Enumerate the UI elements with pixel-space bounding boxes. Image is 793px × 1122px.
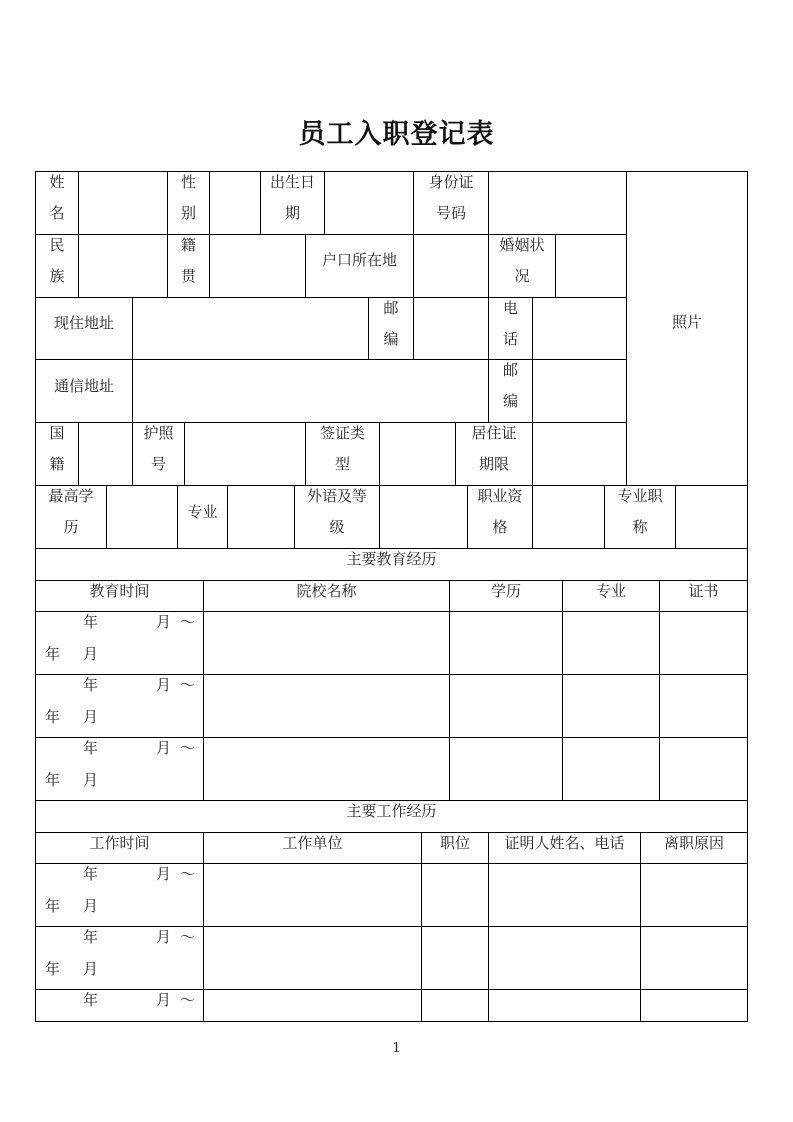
label-ethnicity-2: 族 bbox=[49, 267, 65, 285]
education-col-degree: 学历 bbox=[490, 582, 521, 600]
col-line bbox=[421, 832, 422, 1022]
edu-row-month: 月 bbox=[156, 613, 172, 631]
label-mailing-address: 通信地址 bbox=[53, 377, 114, 395]
work-row-tilde: ～ bbox=[180, 865, 196, 883]
work-col-leave-reason: 离职原因 bbox=[663, 834, 724, 852]
table-border-bottom bbox=[35, 1021, 748, 1022]
education-col-time: 教育时间 bbox=[89, 582, 150, 600]
edu-row-year-end: 年 bbox=[45, 771, 61, 789]
row-line bbox=[35, 926, 748, 927]
work-col-reference: 证明人姓名、电话 bbox=[504, 834, 625, 852]
work-col-employer: 工作单位 bbox=[282, 834, 343, 852]
row-line bbox=[35, 863, 748, 864]
label-id-number-2: 号码 bbox=[435, 204, 466, 222]
row-line bbox=[35, 674, 748, 675]
label-gender-2: 别 bbox=[180, 204, 196, 222]
work-col-position: 职位 bbox=[439, 834, 470, 852]
label-professional-qualification-1: 职业资 bbox=[477, 487, 523, 505]
work-row-month-end: 月 bbox=[83, 960, 99, 978]
label-foreign-language-2: 级 bbox=[329, 518, 345, 536]
label-residence-permit-2: 期限 bbox=[478, 455, 509, 473]
label-postcode-2-2: 编 bbox=[502, 392, 518, 410]
work-row-tilde: ～ bbox=[180, 991, 196, 1009]
label-foreign-language-1: 外语及等 bbox=[306, 487, 367, 505]
label-marital-status-2: 况 bbox=[514, 267, 530, 285]
photo-placeholder: 照片 bbox=[671, 313, 702, 331]
education-heading: 主要教育经历 bbox=[346, 550, 437, 568]
edu-row-month: 月 bbox=[156, 739, 172, 757]
table-border-top bbox=[35, 171, 748, 172]
col-line bbox=[488, 832, 489, 1022]
label-highest-education-1: 最高学 bbox=[48, 487, 94, 505]
edu-row-month-end: 月 bbox=[83, 708, 99, 726]
education-col-school: 院校名称 bbox=[296, 582, 357, 600]
label-birth-date-1: 出生日 bbox=[269, 173, 315, 191]
edu-row-year-end: 年 bbox=[45, 708, 61, 726]
work-row-year-end: 年 bbox=[45, 897, 61, 915]
label-professional-title-1: 专业职 bbox=[617, 487, 663, 505]
label-id-number-1: 身份证 bbox=[428, 173, 474, 191]
label-nationality-1: 国 bbox=[49, 424, 65, 442]
label-passport-number-2: 号 bbox=[150, 455, 166, 473]
label-highest-education-2: 历 bbox=[63, 518, 79, 536]
label-gender-1: 性 bbox=[180, 173, 196, 191]
label-name-1: 姓 bbox=[49, 173, 65, 191]
work-row-tilde: ～ bbox=[180, 928, 196, 946]
row-line bbox=[35, 359, 627, 360]
label-phone-2: 话 bbox=[502, 330, 518, 348]
label-residence-permit-1: 居住证 bbox=[471, 424, 517, 442]
row-line bbox=[35, 737, 748, 738]
work-row-month-end: 月 bbox=[83, 897, 99, 915]
col-line bbox=[640, 832, 641, 1022]
edu-row-year: 年 bbox=[83, 676, 99, 694]
work-row-month: 月 bbox=[156, 928, 172, 946]
edu-row-tilde: ～ bbox=[180, 739, 196, 757]
work-row-year: 年 bbox=[83, 928, 99, 946]
edu-row-year: 年 bbox=[83, 739, 99, 757]
label-professional-qualification-2: 格 bbox=[492, 518, 508, 536]
col-line bbox=[449, 580, 450, 800]
label-passport-number-1: 护照 bbox=[143, 424, 174, 442]
label-visa-type-1: 签证类 bbox=[319, 424, 365, 442]
row-line bbox=[35, 989, 748, 990]
label-current-address: 现住地址 bbox=[53, 314, 114, 332]
label-marital-status-1: 婚姻状 bbox=[499, 236, 545, 254]
work-row-month: 月 bbox=[156, 865, 172, 883]
edu-row-month-end: 月 bbox=[83, 645, 99, 663]
row-line bbox=[35, 297, 627, 298]
label-postcode-2: 编 bbox=[383, 330, 399, 348]
form-title: 员工入职登记表 bbox=[298, 119, 495, 150]
label-native-place-2: 贯 bbox=[180, 267, 196, 285]
label-nationality-2: 籍 bbox=[49, 455, 65, 473]
col-line bbox=[203, 832, 204, 1022]
col-line bbox=[659, 580, 660, 800]
label-native-place-1: 籍 bbox=[180, 236, 196, 254]
label-phone-1: 电 bbox=[502, 299, 518, 317]
edu-row-year-end: 年 bbox=[45, 645, 61, 663]
work-row-year: 年 bbox=[83, 991, 99, 1009]
work-row-month: 月 bbox=[156, 991, 172, 1009]
row-line bbox=[35, 611, 748, 612]
label-postcode-2-1: 邮 bbox=[502, 361, 518, 379]
page-number: 1 bbox=[392, 1041, 401, 1056]
education-col-major: 专业 bbox=[595, 582, 626, 600]
col-line bbox=[203, 580, 204, 800]
edu-row-tilde: ～ bbox=[180, 676, 196, 694]
label-professional-title-2: 称 bbox=[632, 518, 648, 536]
label-visa-type-2: 型 bbox=[334, 455, 350, 473]
edu-row-tilde: ～ bbox=[180, 613, 196, 631]
label-birth-date-2: 期 bbox=[284, 204, 300, 222]
edu-row-year: 年 bbox=[83, 613, 99, 631]
work-col-time: 工作时间 bbox=[89, 834, 150, 852]
work-heading: 主要工作经历 bbox=[346, 802, 437, 820]
col-line bbox=[562, 580, 563, 800]
work-row-year: 年 bbox=[83, 865, 99, 883]
work-row-year-end: 年 bbox=[45, 960, 61, 978]
label-ethnicity-1: 民 bbox=[49, 236, 65, 254]
label-major: 专业 bbox=[187, 503, 218, 521]
education-col-certificate: 证书 bbox=[688, 582, 719, 600]
label-name-2: 名 bbox=[49, 204, 65, 222]
label-household-registration: 户口所在地 bbox=[321, 251, 397, 269]
edu-row-month: 月 bbox=[156, 676, 172, 694]
edu-row-month-end: 月 bbox=[83, 771, 99, 789]
label-postcode-1: 邮 bbox=[383, 299, 399, 317]
